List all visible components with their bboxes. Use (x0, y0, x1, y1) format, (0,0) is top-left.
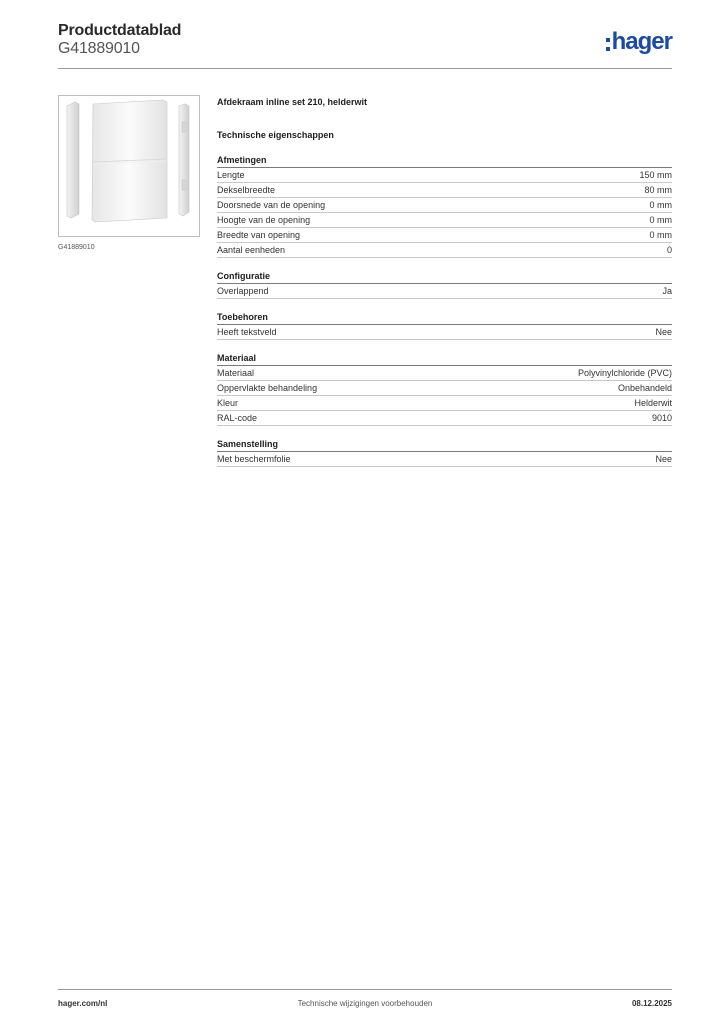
spec-title: Technische eigenschappen (217, 130, 334, 140)
spec-row (217, 452, 672, 467)
footer-disclaimer: Technische wijzigingen voorbehouden (297, 999, 433, 1008)
document-title: Productdatablad (58, 22, 182, 39)
spec-row (217, 243, 672, 258)
cover-frame-illustration (59, 96, 199, 236)
spec-label: Breedte van opening (217, 230, 301, 240)
spec-label: Doorsnede van de opening (217, 200, 326, 210)
spec-value: 0 mm (649, 230, 672, 240)
spec-label: Lengte (217, 170, 245, 180)
spec-label: Materiaal (217, 368, 255, 378)
spec-value: 80 mm (644, 185, 672, 195)
spec-row (217, 284, 672, 299)
spec-row (217, 396, 672, 411)
spec-row (217, 411, 672, 426)
spec-section (217, 352, 672, 426)
spec-value: 0 mm (649, 200, 672, 210)
footer-website[interactable]: hager.com/nl (58, 999, 108, 1008)
spec-sections (217, 154, 672, 467)
spec-value: Helderwit (634, 398, 672, 408)
spec-value: Nee (655, 454, 672, 464)
spec-value: Polyvinylchloride (PVC) (577, 368, 672, 378)
product-code: G41889010 (58, 40, 140, 57)
spec-row (217, 325, 672, 340)
document-footer (58, 989, 672, 1010)
section-title: Materiaal (217, 352, 672, 366)
spec-row (217, 381, 672, 396)
spec-value: 150 mm (639, 170, 672, 180)
logo-colon-mark (606, 38, 610, 51)
spec-label: Kleur (217, 398, 239, 408)
logo-text: hager (611, 28, 672, 55)
spec-label: Aantal eenheden (217, 245, 286, 255)
footer-date: 08.12.2025 (631, 999, 672, 1008)
spec-value: Onbehandeld (617, 383, 672, 393)
spec-label: Dekselbreedte (217, 185, 276, 195)
spec-content (217, 96, 672, 467)
spec-value: 9010 (651, 413, 672, 423)
spec-row (217, 366, 672, 381)
document-header (58, 22, 672, 69)
spec-row (217, 198, 672, 213)
product-name: Afdekraam inline set 210, helderwit (217, 97, 368, 107)
section-title: Afmetingen (217, 154, 672, 168)
spec-row (217, 168, 672, 183)
spec-label: Overlappend (217, 286, 269, 296)
spec-section (217, 311, 672, 340)
spec-row (217, 183, 672, 198)
image-caption: G41889010 (58, 244, 95, 251)
spec-label: Hoogte van de opening (217, 215, 311, 225)
spec-value: 0 (666, 245, 672, 255)
section-title: Toebehoren (217, 311, 672, 325)
spec-section (217, 270, 672, 299)
spec-label: Oppervlakte behandeling (217, 383, 318, 393)
section-title: Configuratie (217, 270, 672, 284)
section-title: Samenstelling (217, 438, 672, 452)
spec-value: Nee (655, 327, 672, 337)
hager-logo (606, 29, 672, 55)
spec-value: Ja (662, 286, 672, 296)
spec-section (217, 154, 672, 258)
spec-label: RAL-code (217, 413, 258, 423)
spec-label: Heeft tekstveld (217, 327, 277, 337)
spec-value: 0 mm (649, 215, 672, 225)
spec-row (217, 228, 672, 243)
spec-row (217, 213, 672, 228)
spec-label: Met beschermfolie (217, 454, 291, 464)
spec-section (217, 438, 672, 467)
product-image (58, 95, 200, 237)
